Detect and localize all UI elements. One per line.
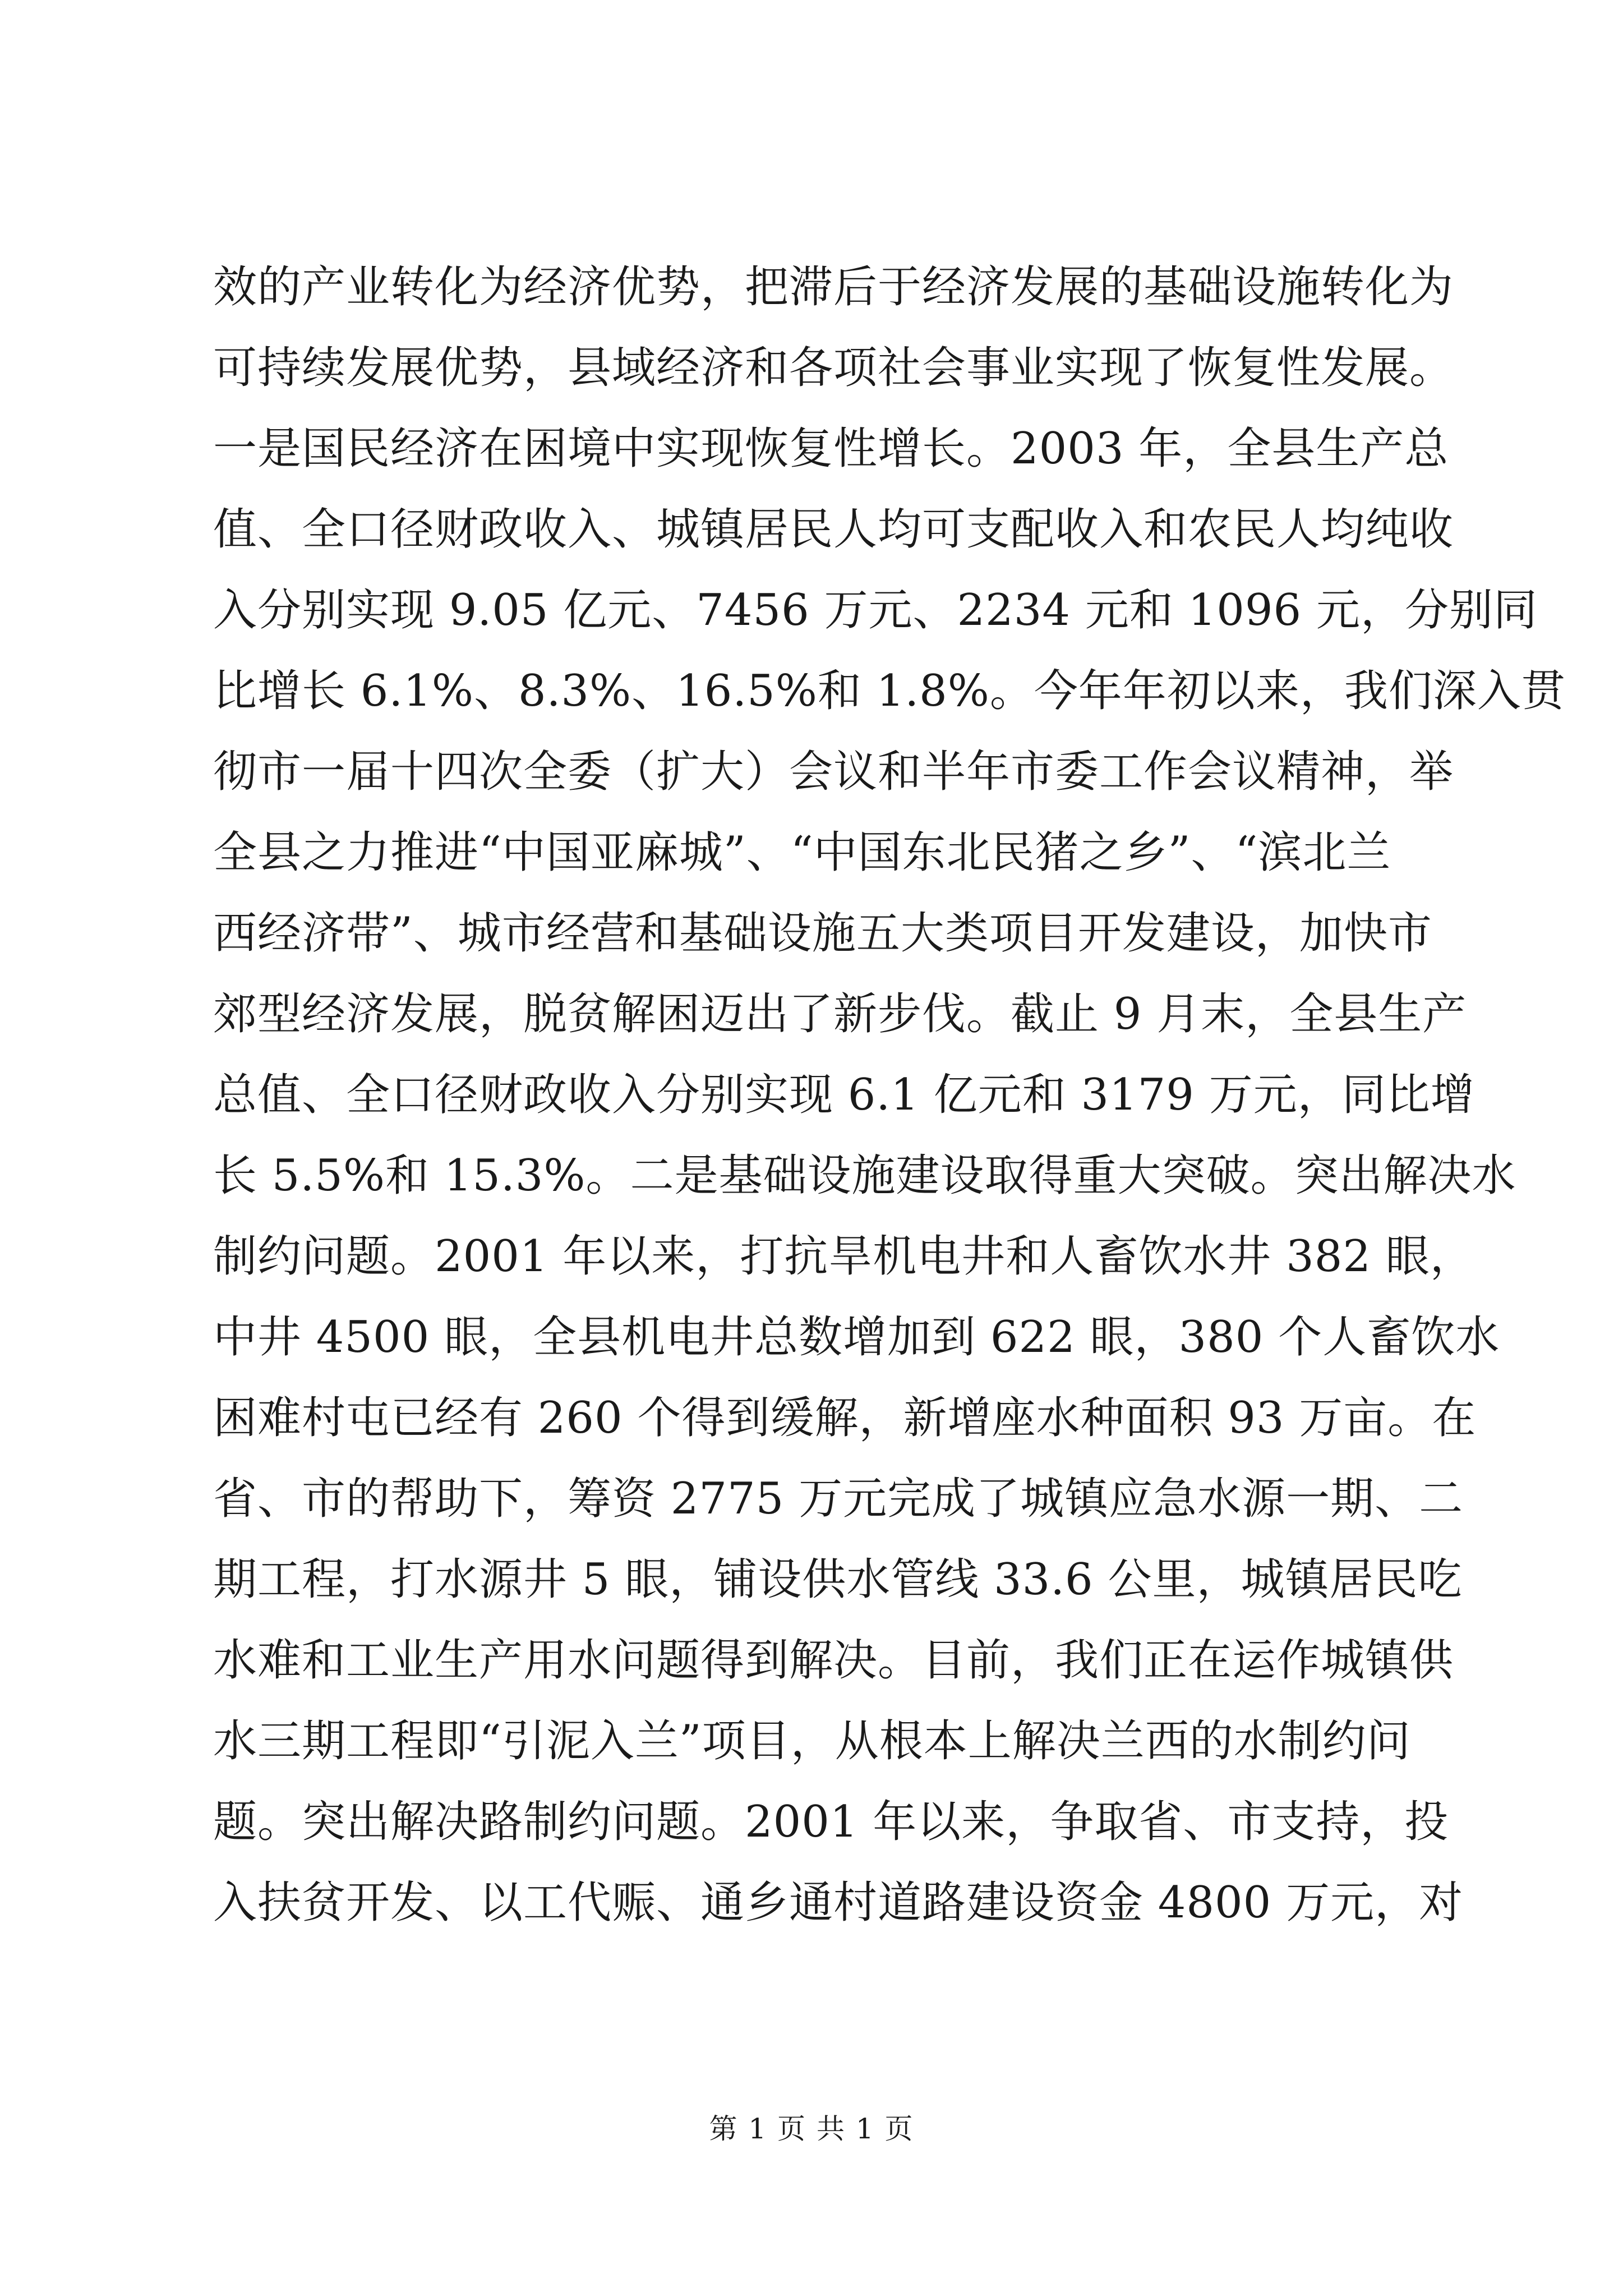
text-line: 题。突出解决路制约问题。2001 年以来，争取省、市支持，投 [213, 1797, 1449, 1847]
text-line: 值、全口径财政收入、城镇居民人均可支配收入和农民人均纯收 [213, 504, 1454, 555]
text-line: 总值、全口径财政收入分别实现 6.1 亿元和 3179 万元，同比增 [213, 1070, 1475, 1120]
text-line: 制约问题。2001 年以来，打抗旱机电井和人畜饮水井 382 眼， [213, 1231, 1474, 1282]
body-text [213, 247, 1566, 1943]
text-line: 水三期工程即“引泥入兰”项目，从根本上解决兰西的水制约问 [213, 1716, 1411, 1766]
text-line: 比增长 6.1%、8.3%、16.5%和 1.8%。今年年初以来，我们深入贯 [213, 666, 1566, 716]
text-line: 可持续发展优势，县域经济和各项社会事业实现了恢复性发展。 [213, 343, 1454, 393]
text-line: 入分别实现 9.05 亿元、7456 万元、2234 元和 1096 元，分别同 [213, 585, 1538, 636]
text-line: 郊型经济发展，脱贫解困迈出了新步伐。截止 9 月末，全县生产 [213, 989, 1467, 1039]
text-line: 困难村屯已经有 260 个得到缓解，新增座水种面积 93 万亩。在 [213, 1393, 1477, 1443]
text-line: 期工程，打水源井 5 眼，铺设供水管线 33.6 公里，城镇居民吃 [213, 1554, 1463, 1605]
page-footer [0, 2109, 1623, 2148]
text-line: 全县之力推进“中国亚麻城”、“中国东北民猪之乡”、“滨北兰 [213, 827, 1391, 878]
page-number-label: 第 1 页 共 1 页 [709, 2113, 914, 2145]
text-line: 长 5.5%和 15.3%。二是基础设施建设取得重大突破。突出解决水 [213, 1151, 1516, 1201]
text-line: 水难和工业生产用水问题得到解决。目前，我们正在运作城镇供 [213, 1635, 1454, 1686]
text-line: 中井 4500 眼，全县机电井总数增加到 622 眼，380 个人畜饮水 [213, 1312, 1500, 1363]
text-line: 彻市一届十四次全委（扩大）会议和半年市委工作会议精神，举 [213, 747, 1454, 797]
text-line: 一是国民经济在困境中实现恢复性增长。2003 年，全县生产总 [213, 424, 1449, 474]
text-line: 入扶贫开发、以工代赈、通乡通村道路建设资金 4800 万元，对 [213, 1878, 1464, 1928]
text-line: 省、市的帮助下，筹资 2775 万元完成了城镇应急水源一期、二 [213, 1474, 1464, 1524]
text-line: 效的产业转化为经济优势，把滞后于经济发展的基础设施转化为 [213, 262, 1454, 312]
text-line: 西经济带”、城市经营和基础设施五大类项目开发建设，加快市 [213, 908, 1432, 959]
